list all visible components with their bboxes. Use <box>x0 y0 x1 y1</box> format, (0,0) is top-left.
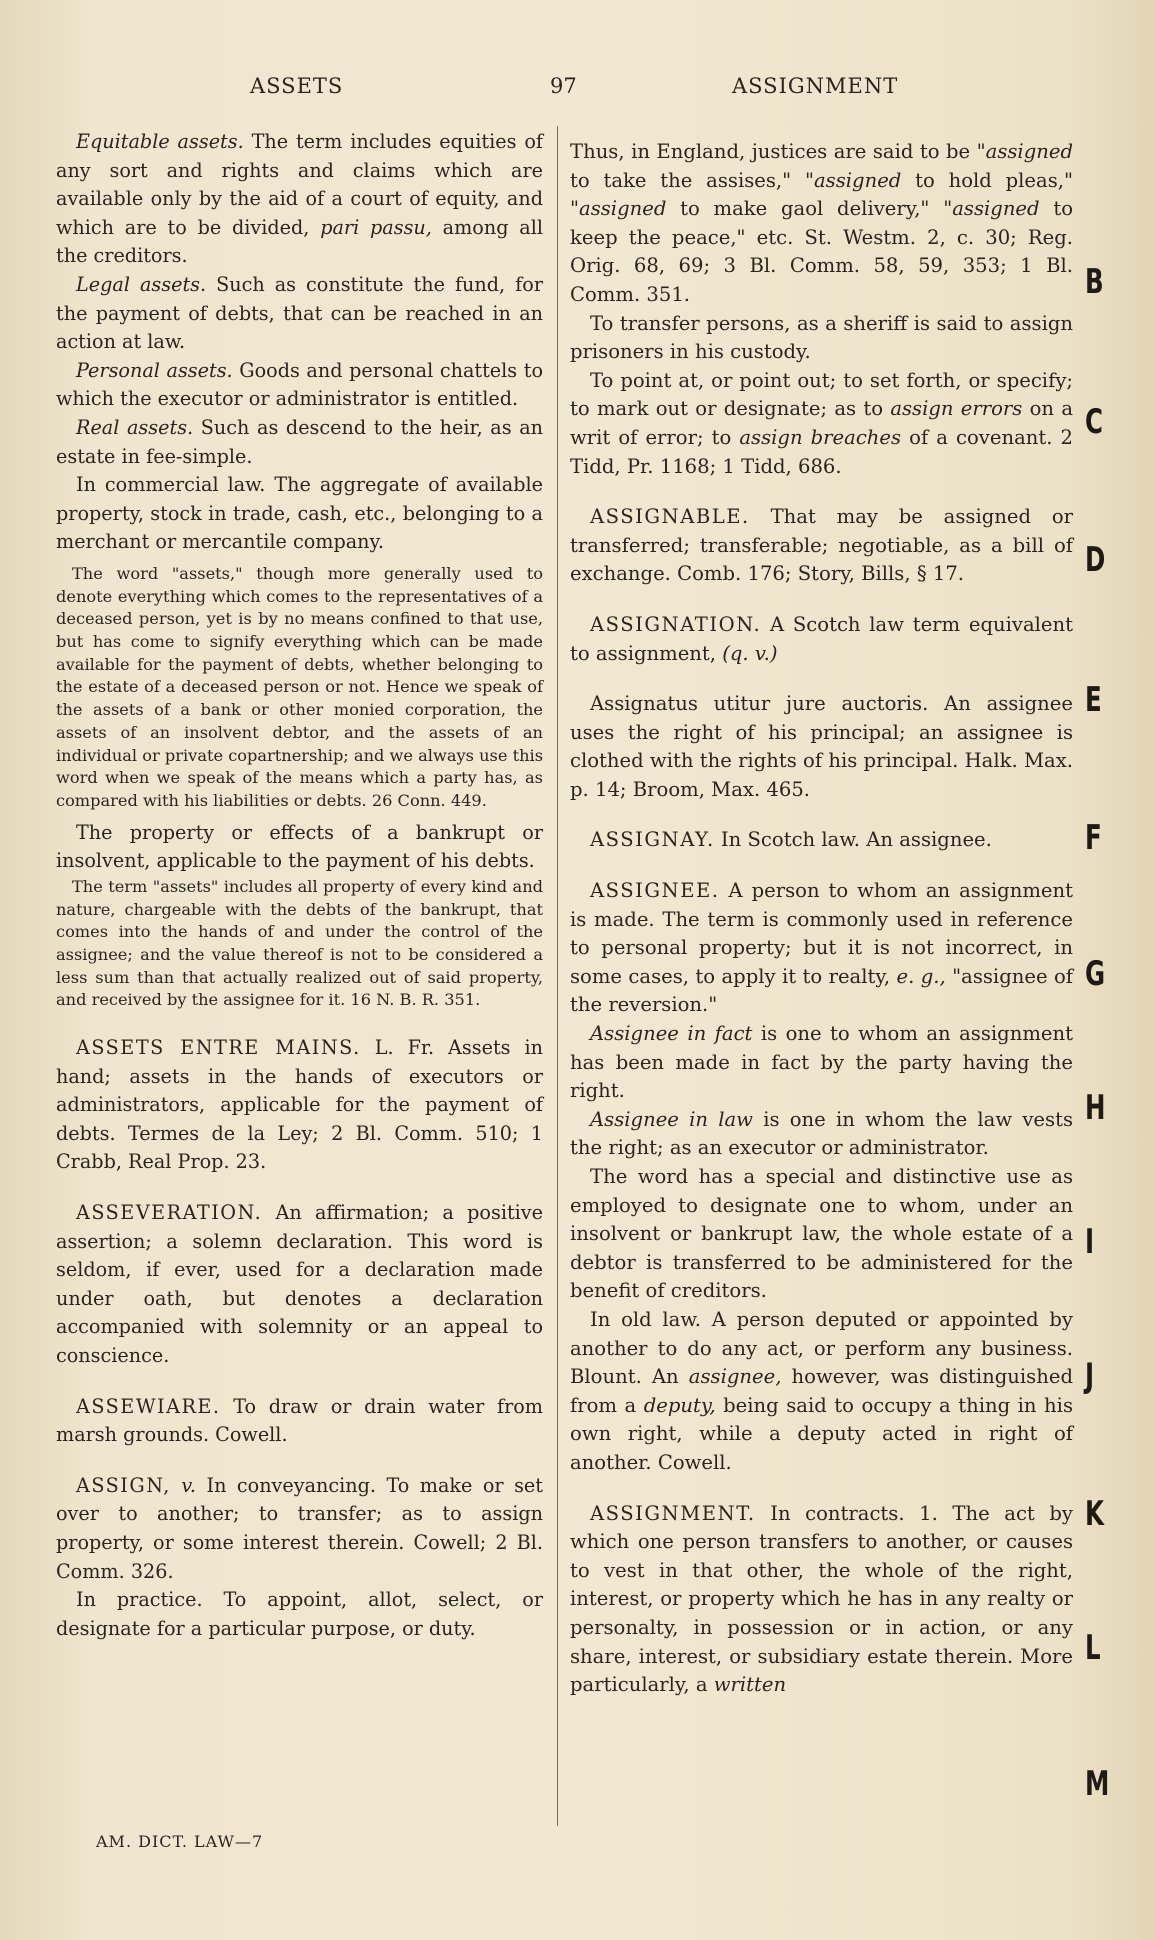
headword: ASSIGNMENT. <box>590 1501 756 1525</box>
assign-transfer-persons-sense: To transfer persons, as a sheriff is said to assign prisoners in his custody. <box>570 311 1073 364</box>
definition-text: The term includes equities of any sort and rights and claims which are available only by the aid of a court of equity, and which are to be divided, <box>56 130 543 239</box>
thumb-index-m: M <box>1085 1764 1110 1804</box>
small-print-note: The word "assets," though more generally used to denote everything which comes to the representatives of a deceased person, yet is by no means confined to that use, but has come to signify everything which can be made available for the payment of debts, whether belonging to the estate of a deceased person or not. Hence we speak of the assets of a bank or other monied corporation, the assets of an insolvent debtor, and the assets of an individual or private copartnership; and we always use this word when we speak of the means which a party has, as compared with his liabilities or debts. 26 Conn. 449. <box>56 563 543 810</box>
italic-phrase: assign errors <box>890 397 1023 421</box>
definition-text: on a writ of error; to <box>570 397 1074 449</box>
right-column <box>570 138 1073 1700</box>
thumb-index-i: I <box>1085 1222 1095 1262</box>
definition-text: Goods and personal chattels to which the executor or administrator is entitled. <box>56 358 543 411</box>
part-of-speech: v. <box>181 1473 197 1497</box>
assignee-bankruptcy-sense: The word has a special and distinctive use as employed to designate one to whom, under an insolvent or bankrupt law, the whole estate of a debtor is transferred to be administered for the benefit of creditors. <box>570 1165 1073 1303</box>
definition-text: Such as constitute the fund, for the payment of debts, that can be reached in an action at law. <box>56 272 543 354</box>
definition-text: In Scotch law. An assignee. <box>720 828 992 852</box>
thumb-index-c: C <box>1085 402 1103 442</box>
thumb-index-d: D <box>1085 540 1106 580</box>
definition-text: "assignee of the reversion." <box>570 964 1073 1017</box>
latin-phrase: pari passu, <box>320 215 432 239</box>
headword: ASSIGNAY. <box>590 828 715 852</box>
thumb-index-j: J <box>1085 1356 1095 1396</box>
definition-text: to hold pleas," <box>915 168 1073 192</box>
definition-text: of a covenant. 2 Tidd, Pr. 1168; 1 Tidd, 686. <box>570 425 1073 478</box>
assignee-in-fact <box>570 1020 1073 1106</box>
entry-equitable-assets <box>56 128 543 271</box>
definition-text: is one in whom the law vests the right; as an executor or administrator. <box>570 1107 1073 1160</box>
italic-quote: "assigned <box>570 197 667 221</box>
entry-real-assets <box>56 414 543 471</box>
header-left-term: ASSETS <box>250 74 344 98</box>
definition-text: In old law. A person deputed or appointed by another to do any act, or perform any business. Blount. An <box>570 1307 1073 1389</box>
entry-assignment <box>570 1500 1073 1700</box>
thumb-index-f: F <box>1085 818 1102 858</box>
entry-legal-assets <box>56 271 543 357</box>
entry-assewiare <box>56 1393 543 1450</box>
header-right-term: ASSIGNMENT <box>732 74 899 98</box>
thumb-index-k: K <box>1085 1494 1104 1534</box>
definition-text: To point at, or point out; to set forth, or specify; to mark out or designate; as to <box>570 368 1073 421</box>
headword: ASSIGN, <box>76 1473 171 1497</box>
commercial-law-sense: In commercial law. The aggregate of available property, stock in trade, cash, etc., belonging to a merchant or mercantile company. <box>56 473 543 554</box>
headword: ASSIGNATION. <box>590 612 762 636</box>
definition-text: is one to whom an assignment has been made in fact by the party having the right. <box>570 1022 1073 1103</box>
definition-text: to take the assises," <box>570 168 792 192</box>
cross-reference: (q. v.) <box>722 641 778 665</box>
assign-point-out-sense <box>570 367 1073 481</box>
definition-text: That may be assigned or transferred; transferable; negotiable, as a bill of exchange. Comb. 176; Story, Bills, § 17. <box>570 505 1073 586</box>
definition-text: In contracts. 1. The act by which one person transfers to another, or causes to vest in that other, the whole of the right, interest, or property which he has in any realty or personalty, in possession or in action, or any share, interest, or subsidiary estate therein. More particularly, a <box>570 1501 1073 1697</box>
assignee-in-law <box>570 1106 1073 1163</box>
thumb-index-h: H <box>1085 1088 1106 1128</box>
definition-text: to make gaol delivery," <box>680 197 930 221</box>
running-header <box>0 74 1155 114</box>
assignee-old-law-sense <box>570 1306 1073 1478</box>
definition-text: to keep the peace," etc. St. Westm. 2, c. 30; Reg. Orig. 68, 69; 3 Bl. Comm. 58, 59, 353; 1 Bl. Comm. 351. <box>570 197 1073 306</box>
thumb-index-g: G <box>1085 954 1106 994</box>
definition-text: Such as descend to the heir, as an estate in fee-simple. <box>56 415 544 468</box>
assign-england-sense <box>570 138 1073 310</box>
italic-term: assignee, <box>688 1365 782 1389</box>
term: Assignee in fact <box>590 1022 753 1046</box>
definition-text: A person to whom an assignment is made. The term is commonly used in reference to personal property; but it is not incorrect, in some cases, to apply it to realty, <box>570 879 1073 988</box>
entry-assign <box>56 1472 543 1586</box>
italic-quote: "assigned <box>976 140 1073 163</box>
entry-assignable <box>570 503 1073 589</box>
entry-assignatus-maxim: Assignatus utitur jure auctoris. An assignee uses the right of his principal; an assignee is clothed with the rights of his principal. Halk. Max. p. 14; Broom, Max. 465. <box>570 692 1073 801</box>
definition-text: An affirmation; a positive assertion; a solemn declaration. This word is seldom, if ever, used for a declaration made under oath, but denotes a declaration accompanied with solemnity or an appeal to conscience. <box>56 1201 543 1367</box>
definition-text: among all the creditors. <box>56 215 543 268</box>
italic-abbrev: e. g., <box>896 964 946 988</box>
headword: ASSETS ENTRE MAINS. <box>76 1036 361 1060</box>
headword: ASSIGNEE. <box>590 879 720 903</box>
term: Personal assets. <box>76 358 233 382</box>
entry-assignation <box>570 611 1073 668</box>
left-column <box>56 128 543 1643</box>
italic-phrase: assign breaches <box>739 425 902 449</box>
column-divider <box>557 126 558 1826</box>
term: Equitable assets. <box>76 130 244 153</box>
entry-asseveration <box>56 1199 543 1371</box>
definition-text: however, was distinguished from a <box>570 1365 1073 1417</box>
definition-text: being said to occupy a thing in his own right, while a deputy acted in right of another. Cowell. <box>570 1393 1073 1474</box>
assign-practice-sense: In practice. To appoint, allot, select, or designate for a particular purpose, or duty. <box>56 1588 543 1640</box>
italic-quote: "assigned <box>804 168 902 192</box>
headword: ASSEWIARE. <box>76 1394 221 1418</box>
signature-footer: AM. DICT. LAW—7 <box>96 1832 264 1851</box>
term: Assignee in law <box>590 1107 753 1131</box>
thumb-index-l: L <box>1085 1628 1101 1668</box>
term: Legal assets. <box>76 272 207 296</box>
definition-text: In conveyancing. To make or set over to another; to transfer; as to assign property, or some interest therein. Cowell; 2 Bl. Comm. 326. <box>56 1473 543 1583</box>
thumb-index-e: E <box>1085 680 1102 720</box>
italic-term: deputy, <box>643 1393 716 1417</box>
small-print-note: The term "assets" includes all property of every kind and nature, chargeable with the debts of the bankrupt, that comes into the hands of and under the control of the assignee; and the value thereof is not to be considered a less sum than that actually realized out of said property, and received by the assignee for it. 16 N. B. R. 351. <box>56 876 543 1010</box>
entry-assignee <box>570 877 1073 1020</box>
entry-assignay <box>570 826 1073 855</box>
term: Real assets. <box>76 415 194 439</box>
bankrupt-sense: The property or effects of a bankrupt or insolvent, applicable to the payment of his debts. <box>56 820 543 873</box>
entry-personal-assets <box>56 357 543 414</box>
headword: ASSEVERATION. <box>76 1201 263 1225</box>
definition-text: L. Fr. Assets in hand; assets in the hands of executors or administrators, applicable for the payment of debts. Termes de la Ley; 2 Bl. Comm. 510; 1 Crabb, Real Prop. 23. <box>56 1036 543 1174</box>
italic-quote: "assigned <box>943 197 1040 221</box>
italic-term: written <box>713 1673 787 1697</box>
definition-text: A Scotch law term equivalent to assignment, <box>570 612 1073 665</box>
headword: ASSIGNABLE. <box>590 505 750 529</box>
definition-text: Thus, in England, justices are said to be <box>570 140 971 163</box>
entry-assets-entre-mains <box>56 1034 543 1177</box>
definition-text: To draw or drain water from marsh grounds. Cowell. <box>56 1394 544 1447</box>
page-number: 97 <box>550 74 577 98</box>
thumb-index-b: B <box>1085 262 1104 302</box>
